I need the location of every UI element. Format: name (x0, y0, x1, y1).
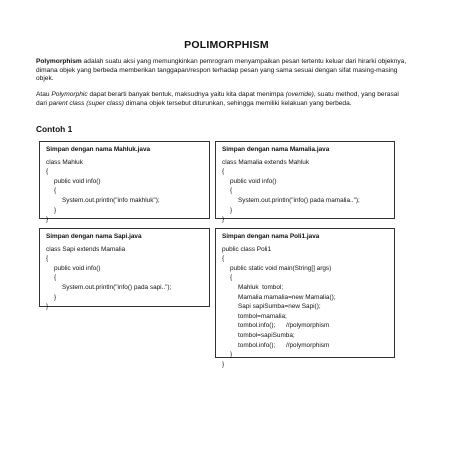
code-line: tombol.info(); //polymorphism (238, 341, 330, 349)
code-line: } (222, 360, 225, 368)
intro-paragraph (36, 58, 408, 84)
definition-term1: Polymorphic (51, 91, 88, 98)
definition-term3: parent class (super class) (48, 99, 124, 107)
code-line: public static void main(String[] args) (230, 264, 332, 272)
code-line: tombol.info(); //polymorphism (238, 322, 330, 330)
code-line: System.out.println("info makhluk"); (62, 196, 160, 204)
code-line: { (230, 274, 233, 282)
code-line: } (46, 303, 49, 311)
section-title: Contoh 1 (36, 124, 73, 134)
definition-part2: dapat berarti banyak bentuk, maksudnya yaitu kita dapat menimpa (87, 91, 286, 98)
definition-paragraph (36, 91, 408, 108)
definition-part3: , suatu method, yang berasal dari (36, 91, 399, 107)
code-line: System.out.println("info() pada mamalia.."); (238, 196, 360, 204)
code-line: Sapi sapiSumba=new Sapi(); (238, 303, 321, 311)
code-line: public void info() (54, 177, 101, 185)
definition-term2: (override) (285, 91, 314, 98)
code-line: { (54, 274, 57, 282)
code-box-header: Simpan dengan nama Mahluk.java (46, 146, 151, 153)
page-title: POLIMORPHISM (184, 39, 269, 51)
definition-part4: dimana objek tersebut diturunkan, sehingga memiliki kelakuan yang berbeda. (123, 99, 352, 107)
code-box-header: Simpan dengan nama Poli1.java (222, 233, 320, 240)
code-line: public void info() (54, 264, 101, 272)
code-line: } (230, 351, 233, 359)
code-line: public class Poli1 (222, 245, 272, 253)
definition-part1: Atau (36, 91, 52, 98)
code-line: } (230, 206, 233, 214)
code-line: } (54, 206, 57, 214)
code-line: tombol=sapiSumba; (238, 331, 295, 339)
code-line: System.out.println("info() pada sapi.."); (62, 283, 172, 291)
code-box-poli1 (215, 228, 395, 368)
code-line: } (222, 216, 225, 224)
code-box-sapi (39, 228, 210, 311)
code-line: tombol=mamalia; (238, 312, 287, 320)
code-line: { (46, 255, 49, 263)
code-line: { (230, 187, 233, 195)
code-box-header: Simpan dengan nama Sapi.java (46, 233, 142, 240)
code-line: { (54, 187, 57, 195)
code-line: { (222, 168, 225, 176)
code-line: Mamalia mamalia=new Mamalia(); (238, 293, 336, 301)
code-box-mamalia (215, 141, 395, 224)
code-line: Mahluk tombol; (238, 283, 284, 291)
intro-text: adalah suatu aksi yang memungkinkan pemrogram menyampaikan pesan tertentu keluar dari hirarki objeknya, dimana objek yang berbeda memberikan tanggapan/respon terhadap pesan yang sama sesuai dengan sifat masing-masing objek. (36, 58, 407, 83)
code-line: class Mamalia extends Mahluk (222, 158, 310, 166)
intro-term: Polymorphism (36, 58, 82, 65)
code-line: class Mahluk (46, 158, 83, 166)
code-line: { (46, 168, 49, 176)
code-box-mahluk (39, 141, 210, 224)
code-box-header: Simpan dengan nama Mamalia.java (222, 146, 330, 153)
code-line: { (222, 255, 225, 263)
code-line: } (54, 293, 57, 301)
code-line: class Sapi extends Mamalia (46, 245, 126, 253)
code-line: public void info() (230, 177, 277, 185)
code-line: } (46, 216, 49, 224)
